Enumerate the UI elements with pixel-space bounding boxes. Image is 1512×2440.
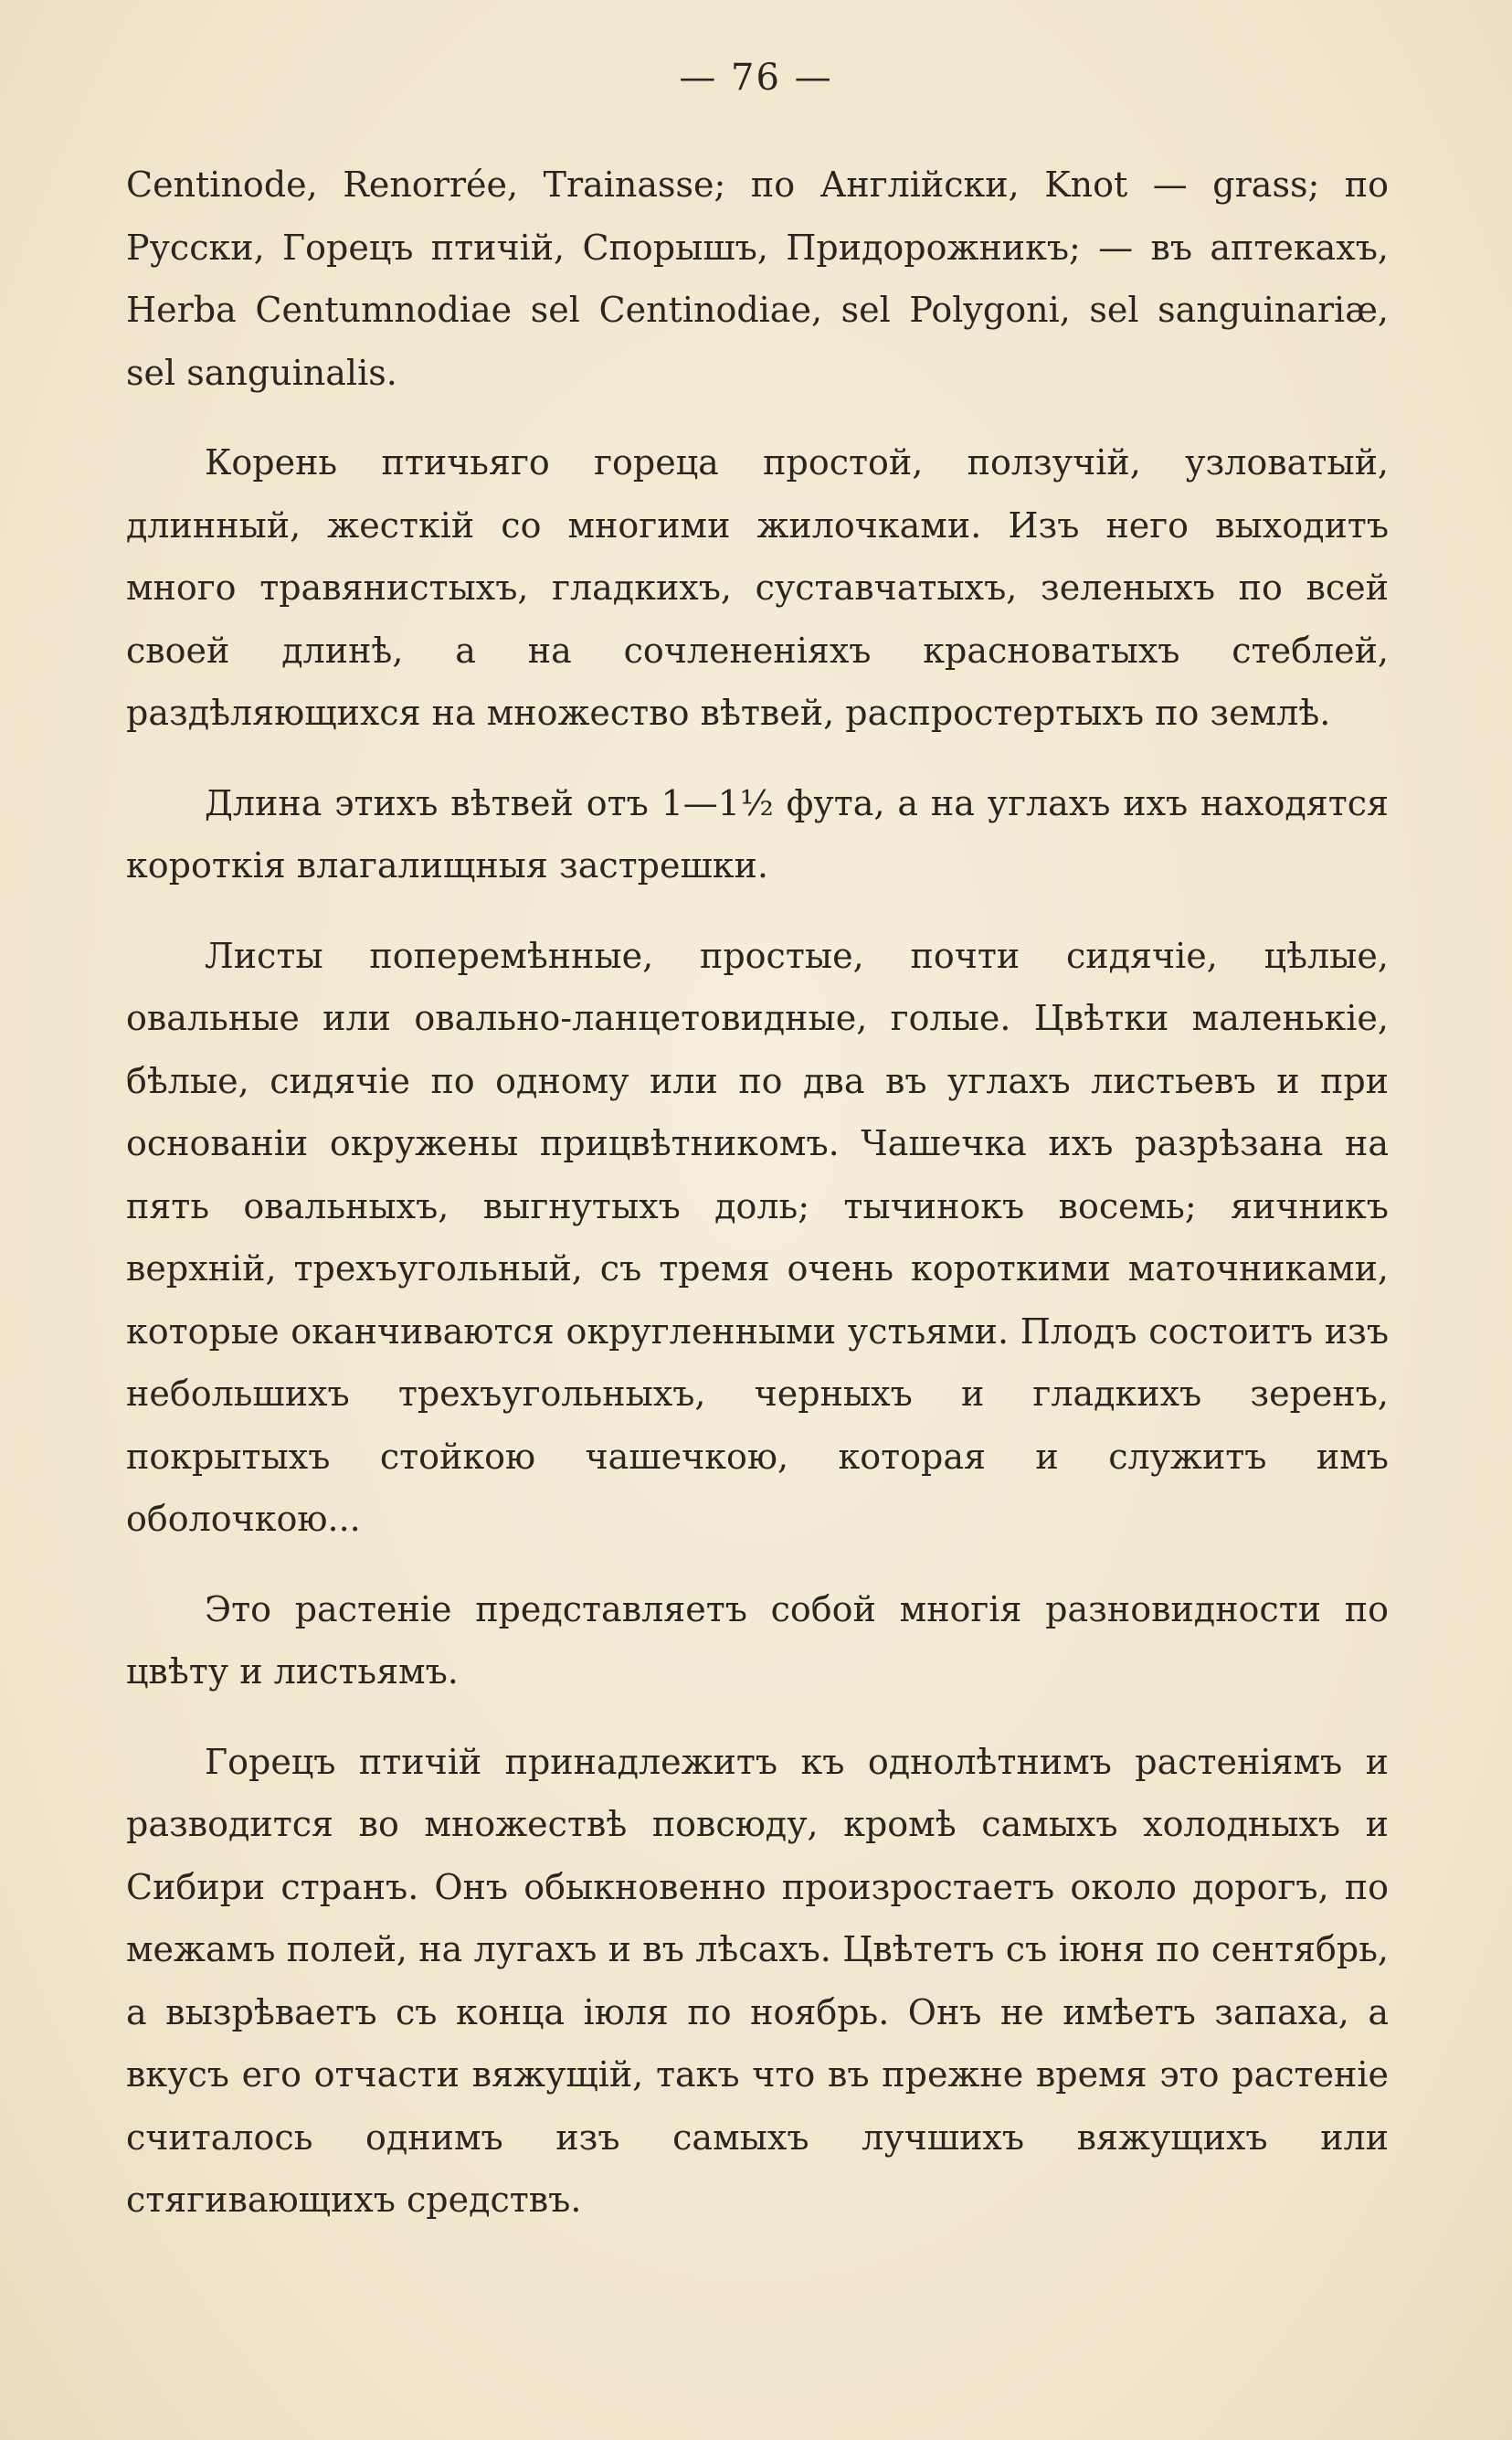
paragraph-varieties: Это растеніе представляетъ собой многія разновидности по цвѣту и листьямъ. — [126, 1588, 1389, 1692]
body-text — [126, 154, 1389, 2259]
paragraph-root: Корень птичьяго горeца простой, ползучій, узловатый, длинный, жесткій со многими жилочками. Изъ него выходитъ много травянистыхъ, гладкихъ, суставчатыхъ, зеленыхъ по всей своей длинѣ, а на сочлененіяхъ красноватыхъ стеблей, раздѣляющихся на множество вѣтвей, распростертыхъ по землѣ. — [126, 442, 1389, 733]
paragraph-leaves: Листы поперемѣнные, простые, почти сидячіе, цѣлые, овальные или овально-ланцетовидные, голые. Цвѣтки маленькіе, бѣлые, сидячіе по одному или по два въ углахъ листьевъ и при основаніи окружены прицвѣтникомъ. Чашечка ихъ разрѣзана на пять овальныхъ, выгнутыхъ доль; тычинокъ восемь; яичникъ верхній, трехъугольный, съ тремя очень короткими маточниками, которые оканчиваются округленными устьями. Плодъ состоитъ изъ небольшихъ трехъугольныхъ, черныхъ и гладкихъ зеренъ, покрытыхъ стойкою чашечкою, которая и служитъ имъ оболочкою... — [126, 935, 1389, 1539]
paragraph-names: Centinode, Renorrée, Trainasse; по Англійски, Knot — grass; по Русски, Горецъ птичій, Спорышъ, Придорожникъ; — въ аптекахъ, Herba Centumnodiae sel Centinodiae, sel Polygoni, sel sanguinariæ, sel sanguinalis. — [126, 164, 1389, 393]
paragraph-habitat: Горецъ птичій принадлежитъ къ однолѣтнимъ растеніямъ и разводится во множествѣ повсюду, кромѣ самыхъ холодныхъ и Сибири странъ. Онъ обыкновенно произростаетъ около дорогъ, по межамъ полей, на лугахъ и въ лѣсахъ. Цвѣтетъ съ іюня по сентябрь, а вызрѣваетъ съ конца іюля по ноябрь. Онъ не имѣетъ запаха, а вкусъ его отчасти вяжущій, такъ что въ прежне время это растеніе считалось однимъ изъ самыхъ лучшихъ вяжущихъ или стягивающихъ средствъ. — [126, 1741, 1389, 2220]
paragraph-branches: Длина этихъ вѣтвей отъ 1—1½ фута, а на углахъ ихъ находятся короткія влагалищныя застрешки. — [126, 782, 1389, 886]
page-number: — 76 — — [679, 57, 833, 99]
